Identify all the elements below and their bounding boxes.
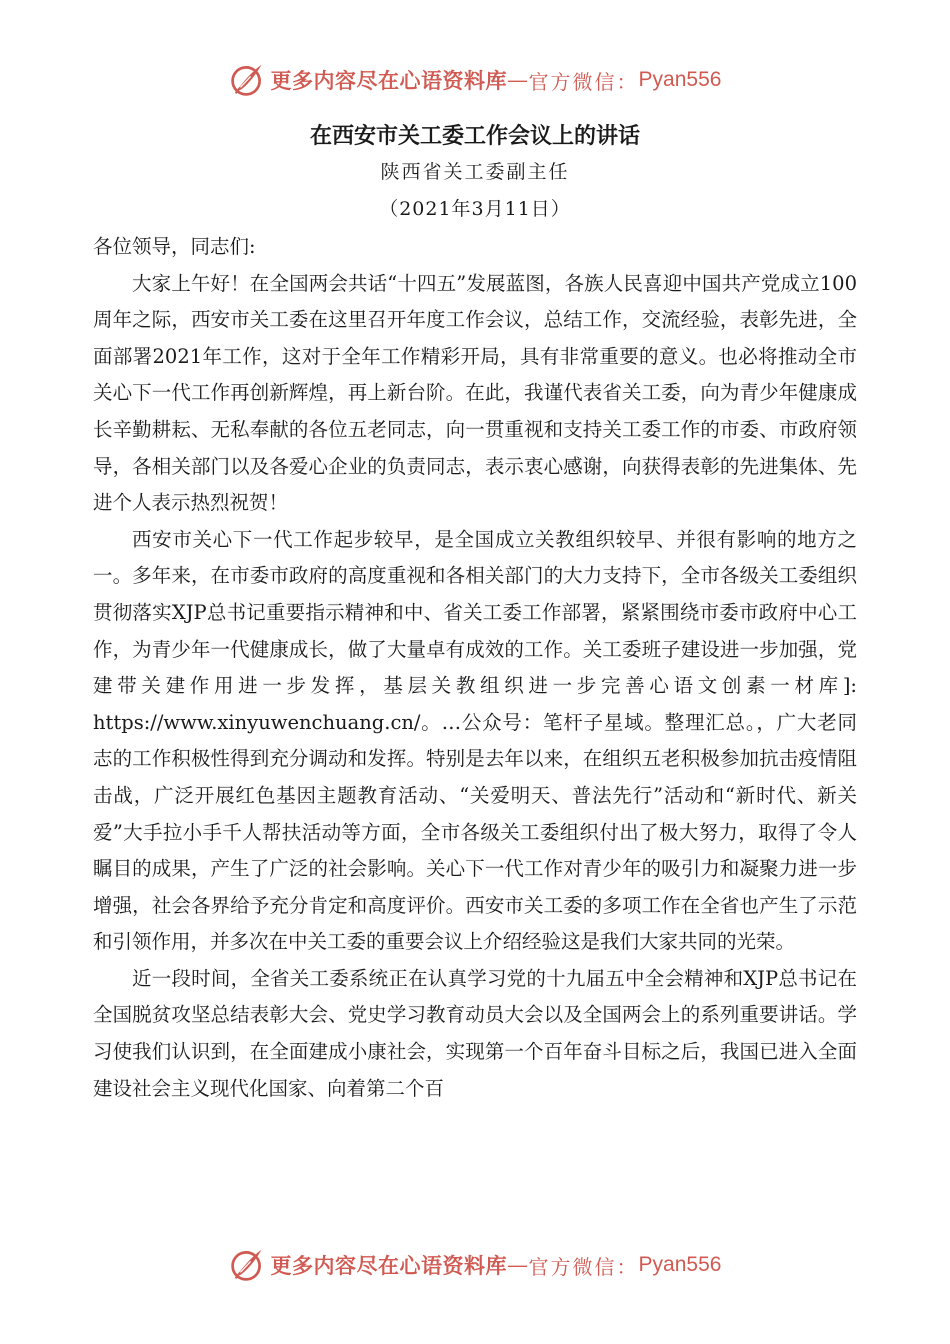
banner-wechat-label: 官方微信： (528, 1254, 639, 1279)
document-title: 在西安市关工委工作会议上的讲话 (309, 123, 640, 149)
paragraph-3: 近一段时间，全省关工委系统正在认真学习党的十九届五中全会精神和XJP总书记在全国脱贫攻坚总结表彰大会、党史学习教育动员大会以及全国两会上的系列重要讲话。学习使我们认识到，在全面建成小康社会，实现第一个百年奋斗目标之后，我国已进入全面建设社会主义现代化国家、向着第二个百 (93, 966, 857, 1100)
banner-separator: — (507, 1253, 529, 1277)
header-banner (0, 58, 950, 102)
salutation: 各位领导，同志们: (93, 235, 256, 258)
paragraph-1: 大家上午好！在全国两会共话“十四五”发展蓝图，各族人民喜迎中国共产党成立100周年之际，西安市关工委在这里召开年度工作会议，总结工作，交流经验，表彰先进，全面部署2021年工作，这对于全年工作精彩开局，具有非常重要的意义。也必将推动全市关心下一代工作再创新辉煌，再上新台阶。在此，我谨代表省关工委，向为青少年健康成长辛勤耕耘、无私奉献的各位五老同志，向一贯重视和支持关工委工作的市委、市政府领导，各相关部门以及各爱心企业的负责同志，表示衷心感谢，向获得表彰的先进集体、先进个人表示热烈祝贺！ (93, 271, 857, 515)
document-body (93, 229, 857, 1107)
document-author: 陕西省关工委副主任 (380, 161, 570, 183)
quill-logo-icon (229, 1247, 265, 1283)
banner-main-text: 更多内容尽在心语资料库 (270, 68, 508, 93)
document-date: （2021年3月11日） (379, 198, 571, 220)
banner-separator: — (507, 68, 529, 92)
footer-banner (0, 1243, 950, 1287)
quill-logo-icon (229, 62, 265, 98)
banner-wechat-id: Pyan556 (638, 68, 722, 91)
banner-main-text: 更多内容尽在心语资料库 (270, 1253, 508, 1278)
banner-wechat-id: Pyan556 (638, 1253, 722, 1276)
paragraph-2: 西安市关心下一代工作起步较早，是全国成立关教组织较早、并很有影响的地方之一。多年来，在市委市政府的高度重视和各相关部门的大力支持下，全市各级关工委组织贯彻落实XJP总书记重要指示精神和中、省关工委工作部署，紧紧围绕市委市政府中心工作，为青少年一代健康成长，做了大量卓有成效的工作。关工委班子建设进一步加强，党建带关建作用进一步发挥，基层关教组织进一步完善心语文创素一材库]: https://www.xinyuwenchuang.cn/。…公众号：笔杆子星域。整理汇总。，广大老同志的工作积极性得到充分调动和发挥。特别是去年以来，在组织五老积极参加抗击疫情阻击战，广泛开展红色基因主题教育活动、“关爱明天、普法先行”活动和“新时代、新关爱”大手拉小手千人帮扶活动等方面，全市各级关工委组织付出了极大努力，取得了令人瞩目的成果，产生了广泛的社会影响。关心下一代工作对青少年的吸引力和凝聚力进一步增强，社会各界给予充分肯定和高度评价。西安市关工委的多项工作在全省也产生了示范和引领作用，并多次在中关工委的重要会议上介绍经验这是我们大家共同的光荣。 (93, 527, 857, 954)
banner-wechat-label: 官方微信： (528, 69, 639, 94)
